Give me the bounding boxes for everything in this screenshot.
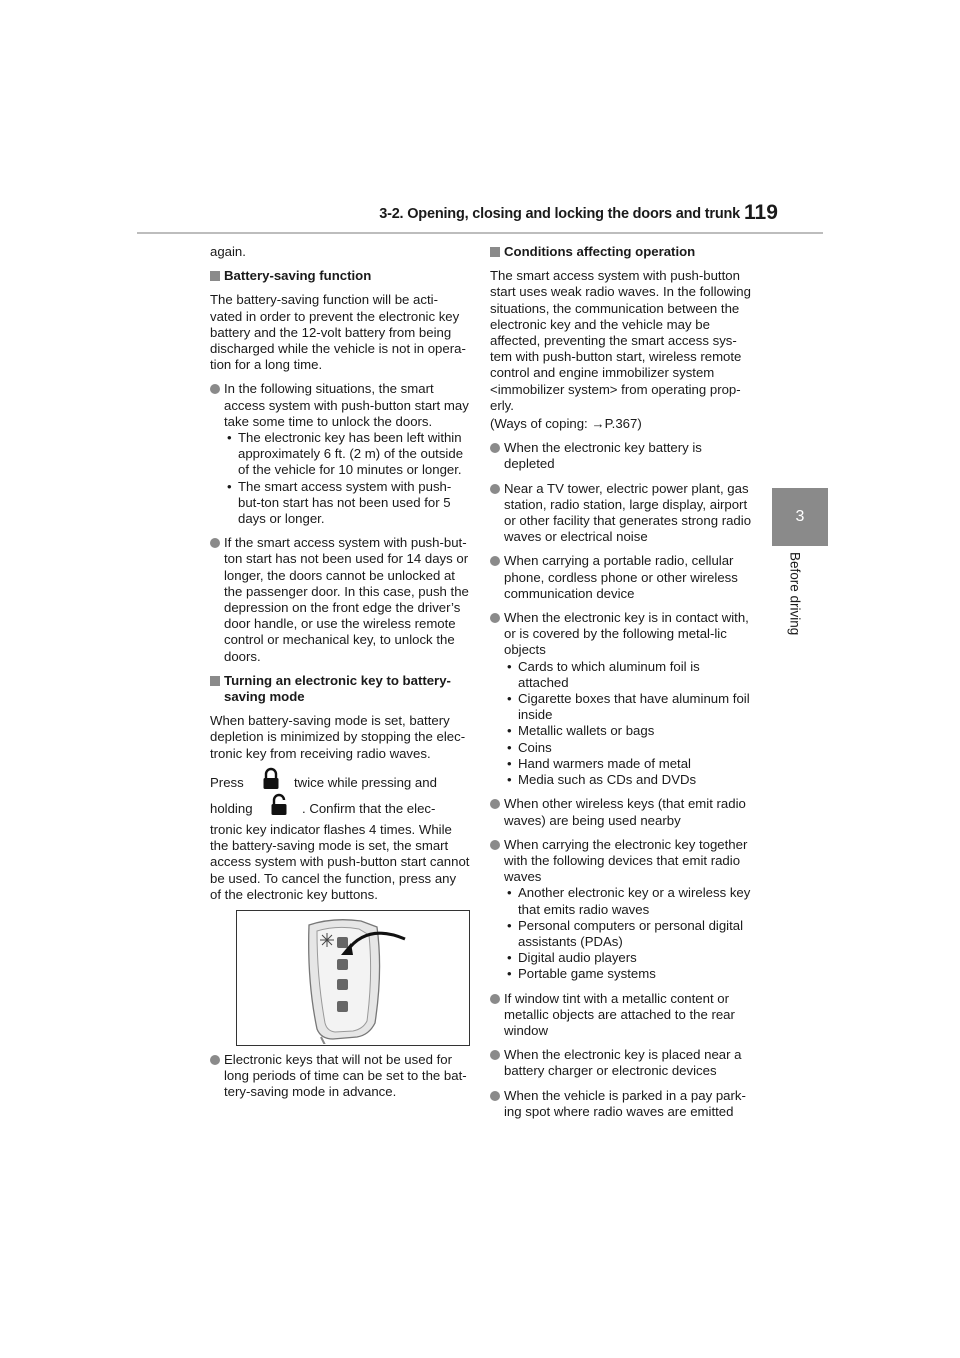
header-rule [137,232,823,234]
list-item: When carrying the electronic key together with the following devices that emit radio waves • Another electronic key or a wireless key that emits radio waves • Personal computers or personal digital assistants (PDAs) • Digital audio players • Portable game systems [490,837,752,983]
list-item: When the electronic key is placed near a battery charger or electronic devices [490,1047,752,1079]
sub-list-item: • Portable game systems [504,966,752,982]
square-bullet-icon [490,247,500,257]
square-bullet-icon [210,676,220,686]
circle-bullet-icon [490,443,500,453]
page-number: 119 [744,201,778,224]
sub-list-item: • Media such as CDs and DVDs [504,772,752,788]
circle-bullet-icon [490,994,500,1004]
circle-bullet-icon [490,1050,500,1060]
press-instruction: Press twice while pressing and [210,770,470,796]
confirm-text: tronic key indicator flashes 4 times. While the battery-saving mode is set, the smart access system with push-button start cannot be used. To cancel the function, press any of the electronic key buttons. [210,821,470,902]
battery-mode-text: When battery-saving mode is set, battery depletion is minimized by stopping the elec-tronic key from receiving radio waves. [210,713,466,761]
continued-text: again. [210,244,246,259]
arrow-right-icon: → [591,416,605,432]
list-item: When the electronic key is in contact with, or is covered by the following metal-lic objects • Cards to which aluminum foil is attached • Cigarette boxes that have aluminum foil inside • Metallic wallets or bags • Coins • Hand warmers made of metal • Media such as CDs and DVDs [490,610,752,788]
unlock-icon [266,792,292,818]
circle-bullet-icon [490,1091,500,1101]
right-column [490,244,752,1128]
sub-list [504,659,752,789]
circle-bullet-icon [210,538,220,548]
page-reference-link[interactable]: P.367) [604,416,642,432]
circle-bullet-icon [490,840,500,850]
battery-saving-heading: Battery-saving function [210,268,470,284]
section-title: 3-2. Opening, closing and locking the doors and trunk [379,206,740,222]
circle-bullet-icon [490,613,500,623]
conditions-text: The smart access system with push-button start uses weak radio waves. In the following situations, the communication between the electronic key and the vehicle may be affected, preventing the smart access sys-tem with push-button start, wireless remote control and engine immobilizer system <immobilizer system> from operating prop-erly. [490,268,751,413]
left-column-bottom [210,1052,470,1109]
circle-bullet-icon [490,556,500,566]
circle-bullet-icon [490,484,500,494]
square-bullet-icon [210,271,220,281]
sub-list-item: • Metallic wallets or bags [504,723,752,739]
list-item: When the vehicle is parked in a pay park-ing spot where radio waves are emitted [490,1088,752,1120]
conditions-heading: Conditions affecting operation [490,244,752,260]
chapter-label-container [782,552,808,672]
list-item: If the smart access system with push-but-ton start has not been used for 14 days or longer, the doors cannot be unlocked at the passenger door. In this case, push the depression on the front edge the driver’s door handle, or use the wireless remote control or mechanical key, to unlock the doors. [210,535,470,665]
sub-list-item: • Another electronic key or a wireless key that emits radio waves [504,885,752,917]
circle-bullet-icon [210,384,220,394]
circle-bullet-icon [210,1055,220,1065]
sub-list-item: • The electronic key has been left within approximately 6 ft. (2 m) of the outside of the vehicle for 10 minutes or longer. [224,430,470,479]
sub-list-item: • Personal computers or personal digital assistants (PDAs) [504,918,752,950]
sub-list [224,430,470,527]
electronic-key-illustration [236,910,470,1046]
sub-list-item: • Digital audio players [504,950,752,966]
list-item: Electronic keys that will not be used for long periods of time can be set to the bat-tery-saving mode in advance. [210,1052,470,1101]
list-item: When other wireless keys (that emit radio waves) are being used nearby [490,796,752,828]
sub-list-item: • Cards to which aluminum foil is attached [504,659,752,691]
key-fob-drawing [237,911,468,1044]
list-item: When carrying a portable radio, cellular phone, cordless phone or other wireless communication device [490,553,752,602]
list-item: If window tint with a metallic content or metallic objects are attached to the rear window [490,991,752,1040]
chapter-tab: 3 [772,488,828,546]
sub-list-item: • Hand warmers made of metal [504,756,752,772]
battery-saving-text: The battery-saving function will be acti-vated in order to prevent the electronic key battery and the 12-volt battery from being discharged while the vehicle is not in opera-tion for a long time. [210,292,466,373]
list-item: When the electronic key battery is depleted [490,440,752,472]
circle-bullet-icon [490,799,500,809]
list-item: In the following situations, the smart access system with push-button start may take some time to unlock the doors. • The electronic key has been left within approximately 6 ft. (2 m) of the outside of the vehicle for 10 minutes or longer. • The smart access system with push-but-ton start has not been used for 5 days or longer. [210,381,470,527]
list-item: Near a TV tower, electric power plant, gas station, radio station, large display, airport or other facility that generates strong radio waves or electrical noise [490,481,752,546]
sub-list [504,885,752,982]
chapter-label: Before driving [787,552,803,636]
battery-mode-heading: Turning an electronic key to battery-saving mode [210,673,470,705]
ways-of-coping: (Ways of coping: →P.367) [490,416,642,432]
lock-icon [258,766,284,792]
left-column [210,244,470,911]
sub-list-item: • Cigarette boxes that have aluminum foil inside [504,691,752,723]
sub-list-item: • Coins [504,740,752,756]
holding-instruction: holding . Confirm that the elec- [210,796,470,822]
sub-list-item: • The smart access system with push-but-ton start has not been used for 5 days or longer. [224,479,470,528]
